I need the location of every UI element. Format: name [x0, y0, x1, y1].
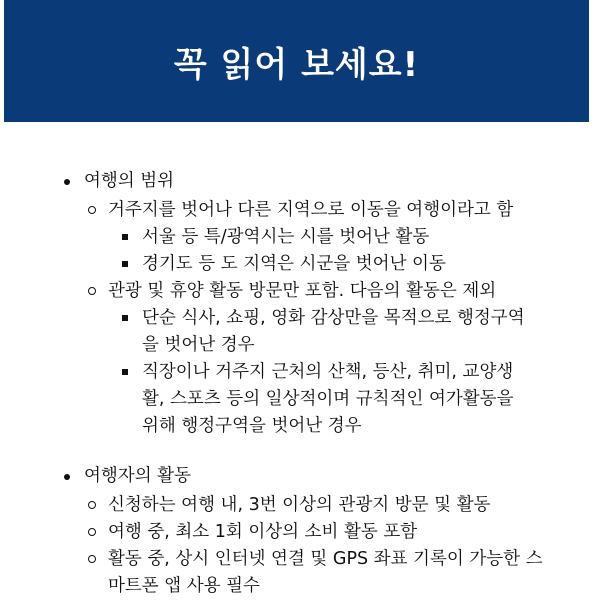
subitem-list — [108, 224, 602, 278]
list-item — [82, 197, 602, 278]
list-subitem: 경기도 등 도 지역은 시군을 벗어난 이동 — [114, 251, 602, 278]
list-subitem: 서울 등 특/광역시는 시를 벗어난 활동 — [114, 224, 602, 251]
section-travel-scope — [0, 168, 602, 440]
subitem-list — [108, 305, 530, 440]
section-title: 여행의 범위 — [84, 171, 175, 191]
section-spacer — [0, 440, 602, 463]
notice-content — [0, 168, 602, 600]
section-title: 여행자의 활동 — [84, 466, 191, 486]
item-list — [84, 492, 554, 600]
list-subitem: 직장이나 거주지 근처의 산책, 등산, 취미, 교양생활, 스포츠 등의 일상적이며 규칙적인 여가활동을 위해 행정구역을 벗어난 경우 — [114, 359, 530, 440]
section-list — [0, 168, 602, 600]
list-item: 여행 중, 최소 1회 이상의 소비 활동 포함 — [82, 519, 554, 546]
notice-header — [4, 0, 589, 122]
item-text: 거주지를 벗어나 다른 지역으로 이동을 여행이라고 함 — [108, 200, 514, 220]
list-item: 신청하는 여행 내, 3번 이상의 관광지 방문 및 활동 — [82, 492, 554, 519]
item-text: 관광 및 휴양 활동 방문만 포함. 다음의 활동은 제외 — [108, 281, 497, 301]
list-item — [82, 278, 602, 440]
page-title: 꼭 읽어 보세요! — [173, 44, 420, 85]
item-list — [84, 197, 602, 440]
section-traveler-activity — [0, 463, 602, 600]
list-item: 활동 중, 상시 인터넷 연결 및 GPS 좌표 기록이 가능한 스마트폰 앱 사용 필수 — [82, 546, 554, 600]
list-subitem: 단순 식사, 쇼핑, 영화 감상만을 목적으로 행정구역을 벗어난 경우 — [114, 305, 530, 359]
